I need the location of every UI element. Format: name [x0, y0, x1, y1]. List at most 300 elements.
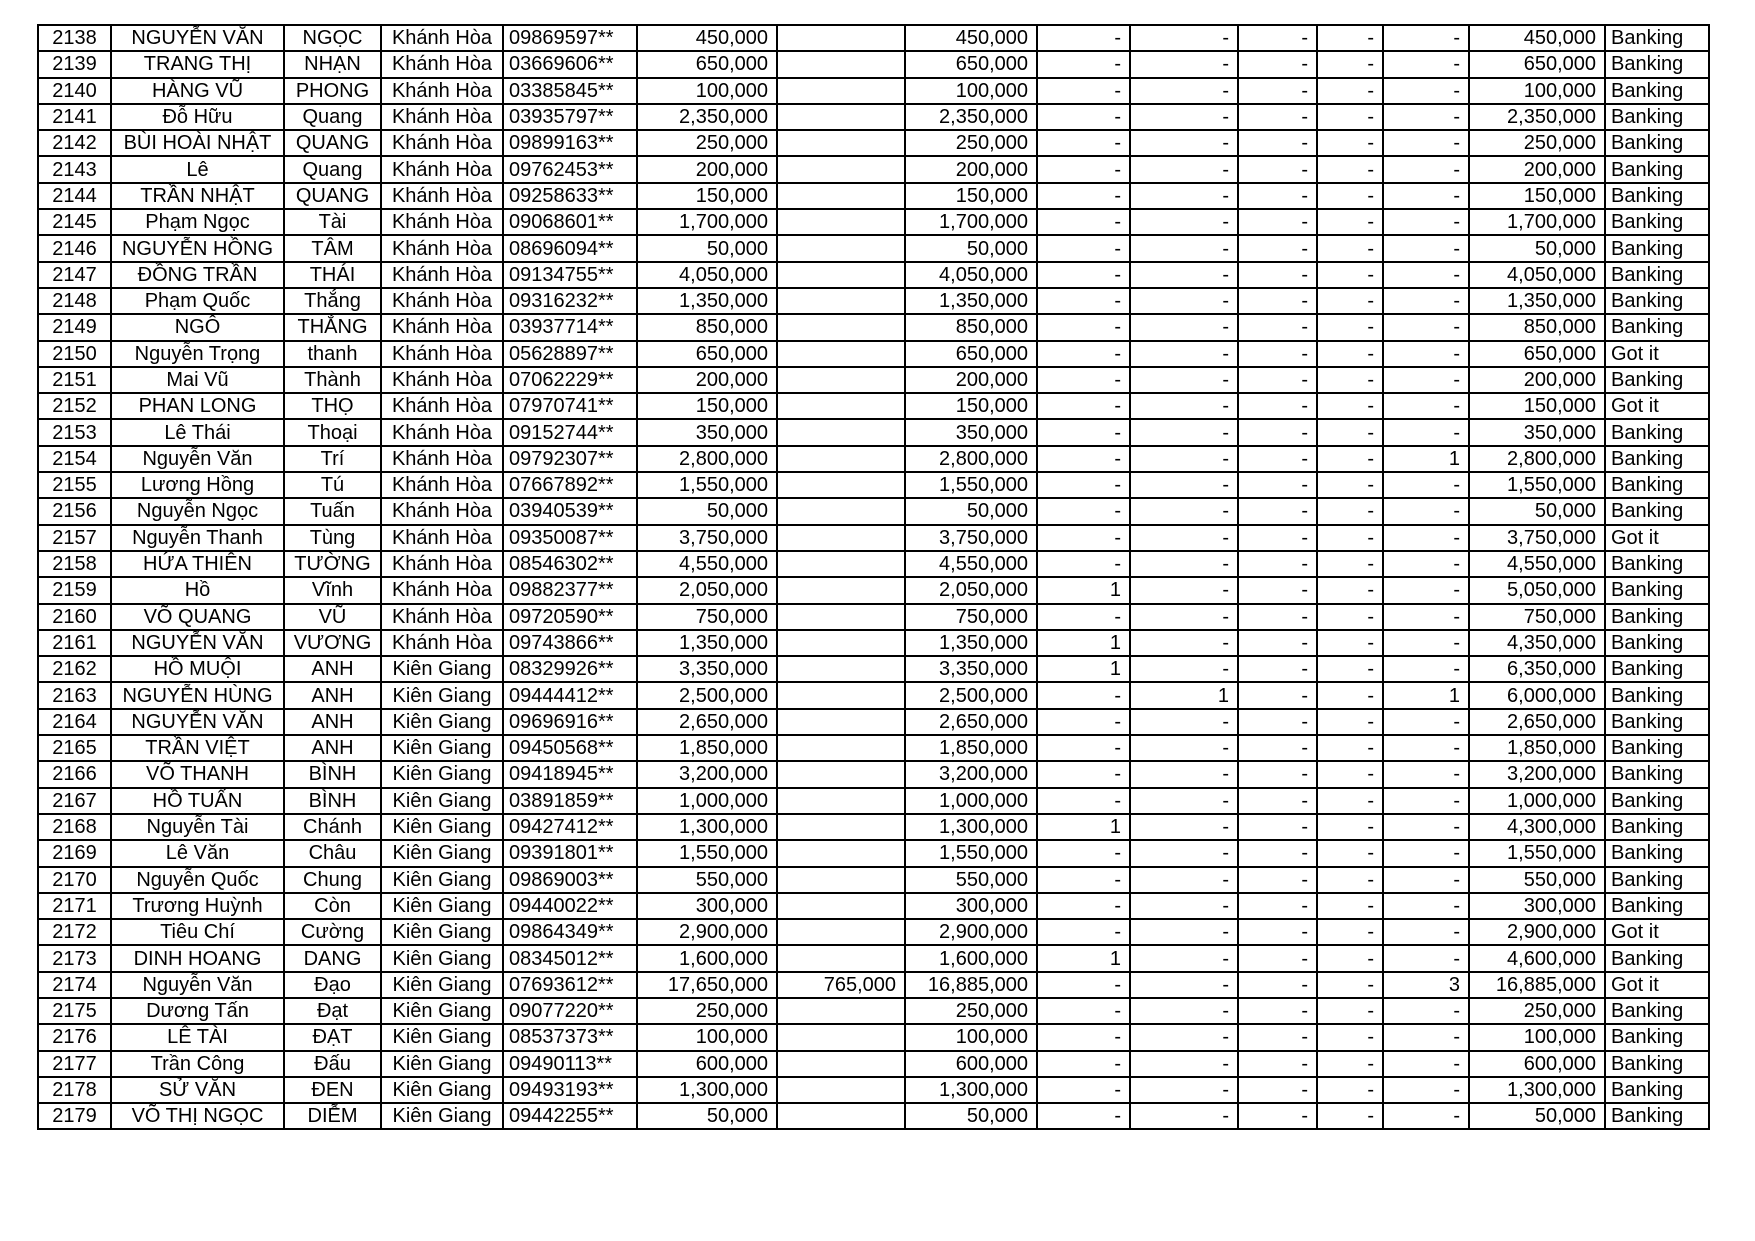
count-4-cell: - — [1317, 130, 1383, 156]
payment-method-cell: Banking — [1605, 709, 1709, 735]
phone-cell: 08546302** — [503, 551, 637, 577]
phone-cell: 09350087** — [503, 525, 637, 551]
payment-method-cell: Banking — [1605, 156, 1709, 182]
province-cell: Kiên Giang — [381, 867, 503, 893]
deduction-cell — [777, 25, 905, 51]
phone-cell: 09869003** — [503, 867, 637, 893]
count-5-cell: - — [1383, 1077, 1469, 1103]
table-row — [38, 604, 1709, 630]
table-row — [38, 78, 1709, 104]
payment-method-cell: Banking — [1605, 577, 1709, 603]
net-amount-cell: 1,550,000 — [905, 840, 1037, 866]
deduction-cell — [777, 1024, 905, 1050]
net-amount-cell: 600,000 — [905, 1051, 1037, 1077]
count-1-cell: - — [1037, 682, 1130, 708]
table-row — [38, 1103, 1709, 1129]
count-4-cell: - — [1317, 156, 1383, 182]
row-number-cell: 2157 — [38, 525, 111, 551]
count-1-cell: - — [1037, 130, 1130, 156]
deduction-cell — [777, 419, 905, 445]
province-cell: Khánh Hòa — [381, 104, 503, 130]
total-cell: 450,000 — [1469, 25, 1605, 51]
phone-cell: 09493193** — [503, 1077, 637, 1103]
count-3-cell: - — [1238, 78, 1317, 104]
count-5-cell: - — [1383, 419, 1469, 445]
net-amount-cell: 16,885,000 — [905, 972, 1037, 998]
amount-cell: 4,050,000 — [637, 262, 777, 288]
payment-method-cell: Got it — [1605, 341, 1709, 367]
count-1-cell: - — [1037, 314, 1130, 340]
total-cell: 50,000 — [1469, 235, 1605, 261]
count-3-cell: - — [1238, 1024, 1317, 1050]
count-2-cell: - — [1130, 551, 1238, 577]
net-amount-cell: 2,350,000 — [905, 104, 1037, 130]
net-amount-cell: 650,000 — [905, 51, 1037, 77]
province-cell: Kiên Giang — [381, 1024, 503, 1050]
total-cell: 4,350,000 — [1469, 630, 1605, 656]
deduction-cell — [777, 341, 905, 367]
given-name-cell: Vĩnh — [284, 577, 381, 603]
row-number-cell: 2154 — [38, 446, 111, 472]
phone-cell: 09743866** — [503, 630, 637, 656]
total-cell: 100,000 — [1469, 1024, 1605, 1050]
count-4-cell: - — [1317, 341, 1383, 367]
row-number-cell: 2146 — [38, 235, 111, 261]
count-3-cell: - — [1238, 314, 1317, 340]
row-number-cell: 2155 — [38, 472, 111, 498]
amount-cell: 2,650,000 — [637, 709, 777, 735]
amount-cell: 3,200,000 — [637, 761, 777, 787]
province-cell: Khánh Hòa — [381, 51, 503, 77]
count-2-cell: - — [1130, 709, 1238, 735]
count-4-cell: - — [1317, 577, 1383, 603]
given-name-cell: THỌ — [284, 393, 381, 419]
surname-cell: Dương Tấn — [111, 998, 284, 1024]
surname-cell: TRẦN VIỆT — [111, 735, 284, 761]
count-2-cell: - — [1130, 25, 1238, 51]
count-4-cell: - — [1317, 1103, 1383, 1129]
phone-cell: 03937714** — [503, 314, 637, 340]
total-cell: 650,000 — [1469, 341, 1605, 367]
total-cell: 1,350,000 — [1469, 288, 1605, 314]
phone-cell: 07667892** — [503, 472, 637, 498]
total-cell: 100,000 — [1469, 78, 1605, 104]
deduction-cell — [777, 156, 905, 182]
count-1-cell: 1 — [1037, 656, 1130, 682]
phone-cell: 05628897** — [503, 341, 637, 367]
given-name-cell: ANH — [284, 709, 381, 735]
count-2-cell: - — [1130, 472, 1238, 498]
payment-method-cell: Banking — [1605, 735, 1709, 761]
phone-cell: 08696094** — [503, 235, 637, 261]
count-3-cell: - — [1238, 183, 1317, 209]
deduction-cell — [777, 630, 905, 656]
payment-method-cell: Banking — [1605, 1077, 1709, 1103]
count-5-cell: - — [1383, 525, 1469, 551]
deduction-cell — [777, 78, 905, 104]
deduction-cell — [777, 472, 905, 498]
net-amount-cell: 550,000 — [905, 867, 1037, 893]
table-row — [38, 1077, 1709, 1103]
payment-method-cell: Banking — [1605, 419, 1709, 445]
surname-cell: NGUYỄN VĂN — [111, 630, 284, 656]
total-cell: 3,200,000 — [1469, 761, 1605, 787]
net-amount-cell: 1,850,000 — [905, 735, 1037, 761]
phone-cell: 03940539** — [503, 498, 637, 524]
count-5-cell: - — [1383, 867, 1469, 893]
count-3-cell: - — [1238, 262, 1317, 288]
deduction-cell — [777, 788, 905, 814]
count-4-cell: - — [1317, 840, 1383, 866]
phone-cell: 09391801** — [503, 840, 637, 866]
net-amount-cell: 1,300,000 — [905, 1077, 1037, 1103]
table-row — [38, 577, 1709, 603]
count-2-cell: - — [1130, 630, 1238, 656]
total-cell: 150,000 — [1469, 393, 1605, 419]
count-1-cell: - — [1037, 78, 1130, 104]
count-3-cell: - — [1238, 288, 1317, 314]
row-number-cell: 2171 — [38, 893, 111, 919]
net-amount-cell: 3,750,000 — [905, 525, 1037, 551]
table-row — [38, 867, 1709, 893]
net-amount-cell: 4,050,000 — [905, 262, 1037, 288]
given-name-cell: NGỌC — [284, 25, 381, 51]
amount-cell: 3,750,000 — [637, 525, 777, 551]
phone-cell: 09068601** — [503, 209, 637, 235]
phone-cell: 09696916** — [503, 709, 637, 735]
given-name-cell: Quang — [284, 156, 381, 182]
count-1-cell: - — [1037, 867, 1130, 893]
count-1-cell: - — [1037, 1024, 1130, 1050]
row-number-cell: 2174 — [38, 972, 111, 998]
count-3-cell: - — [1238, 25, 1317, 51]
total-cell: 50,000 — [1469, 1103, 1605, 1129]
province-cell: Khánh Hòa — [381, 314, 503, 340]
row-number-cell: 2149 — [38, 314, 111, 340]
net-amount-cell: 300,000 — [905, 893, 1037, 919]
amount-cell: 50,000 — [637, 498, 777, 524]
total-cell: 2,650,000 — [1469, 709, 1605, 735]
net-amount-cell: 2,900,000 — [905, 919, 1037, 945]
count-2-cell: - — [1130, 341, 1238, 367]
payment-method-cell: Banking — [1605, 288, 1709, 314]
count-4-cell: - — [1317, 446, 1383, 472]
amount-cell: 100,000 — [637, 78, 777, 104]
count-3-cell: - — [1238, 867, 1317, 893]
deduction-cell — [777, 682, 905, 708]
table-row — [38, 735, 1709, 761]
count-1-cell: - — [1037, 525, 1130, 551]
phone-cell: 09316232** — [503, 288, 637, 314]
count-4-cell: - — [1317, 25, 1383, 51]
given-name-cell: Đấu — [284, 1051, 381, 1077]
count-4-cell: - — [1317, 78, 1383, 104]
amount-cell: 1,350,000 — [637, 288, 777, 314]
surname-cell: VÕ THANH — [111, 761, 284, 787]
total-cell: 1,000,000 — [1469, 788, 1605, 814]
table-row — [38, 393, 1709, 419]
row-number-cell: 2166 — [38, 761, 111, 787]
surname-cell: Nguyễn Ngọc — [111, 498, 284, 524]
deduction-cell — [777, 998, 905, 1024]
province-cell: Khánh Hòa — [381, 130, 503, 156]
phone-cell: 09869597** — [503, 25, 637, 51]
deduction-cell — [777, 761, 905, 787]
payment-method-cell: Banking — [1605, 104, 1709, 130]
payment-method-cell: Banking — [1605, 446, 1709, 472]
count-1-cell: 1 — [1037, 945, 1130, 971]
count-3-cell: - — [1238, 840, 1317, 866]
count-2-cell: - — [1130, 498, 1238, 524]
net-amount-cell: 450,000 — [905, 25, 1037, 51]
given-name-cell: Tùng — [284, 525, 381, 551]
total-cell: 50,000 — [1469, 498, 1605, 524]
count-4-cell: - — [1317, 998, 1383, 1024]
surname-cell: DINH HOANG — [111, 945, 284, 971]
count-2-cell: - — [1130, 788, 1238, 814]
count-5-cell: - — [1383, 341, 1469, 367]
count-2-cell: - — [1130, 867, 1238, 893]
net-amount-cell: 200,000 — [905, 367, 1037, 393]
count-3-cell: - — [1238, 972, 1317, 998]
province-cell: Kiên Giang — [381, 972, 503, 998]
count-2-cell: - — [1130, 840, 1238, 866]
row-number-cell: 2165 — [38, 735, 111, 761]
row-number-cell: 2176 — [38, 1024, 111, 1050]
count-4-cell: - — [1317, 814, 1383, 840]
table-row — [38, 682, 1709, 708]
province-cell: Kiên Giang — [381, 682, 503, 708]
province-cell: Kiên Giang — [381, 814, 503, 840]
deduction-cell — [777, 525, 905, 551]
surname-cell: NGÔ — [111, 314, 284, 340]
province-cell: Khánh Hòa — [381, 262, 503, 288]
amount-cell: 350,000 — [637, 419, 777, 445]
payment-method-cell: Banking — [1605, 998, 1709, 1024]
given-name-cell: DANG — [284, 945, 381, 971]
deduction-cell — [777, 735, 905, 761]
payment-method-cell: Banking — [1605, 314, 1709, 340]
deduction-cell: 765,000 — [777, 972, 905, 998]
table-row — [38, 25, 1709, 51]
count-1-cell: - — [1037, 288, 1130, 314]
count-1-cell: - — [1037, 393, 1130, 419]
payment-method-cell: Banking — [1605, 235, 1709, 261]
province-cell: Khánh Hòa — [381, 341, 503, 367]
row-number-cell: 2167 — [38, 788, 111, 814]
amount-cell: 850,000 — [637, 314, 777, 340]
count-3-cell: - — [1238, 156, 1317, 182]
net-amount-cell: 50,000 — [905, 235, 1037, 261]
count-2-cell: - — [1130, 525, 1238, 551]
count-3-cell: - — [1238, 656, 1317, 682]
count-5-cell: - — [1383, 1051, 1469, 1077]
province-cell: Kiên Giang — [381, 998, 503, 1024]
surname-cell: Lê Thái — [111, 419, 284, 445]
table-row — [38, 498, 1709, 524]
phone-cell: 09444412** — [503, 682, 637, 708]
count-1-cell: - — [1037, 472, 1130, 498]
surname-cell: TRANG THỊ — [111, 51, 284, 77]
count-2-cell: - — [1130, 130, 1238, 156]
row-number-cell: 2179 — [38, 1103, 111, 1129]
net-amount-cell: 2,650,000 — [905, 709, 1037, 735]
amount-cell: 1,550,000 — [637, 472, 777, 498]
row-number-cell: 2164 — [38, 709, 111, 735]
net-amount-cell: 50,000 — [905, 1103, 1037, 1129]
surname-cell: Nguyễn Văn — [111, 446, 284, 472]
count-5-cell: - — [1383, 367, 1469, 393]
surname-cell: VÕ THỊ NGỌC — [111, 1103, 284, 1129]
count-2-cell: - — [1130, 288, 1238, 314]
count-5-cell: - — [1383, 761, 1469, 787]
total-cell: 4,550,000 — [1469, 551, 1605, 577]
total-cell: 5,050,000 — [1469, 577, 1605, 603]
count-3-cell: - — [1238, 814, 1317, 840]
count-3-cell: - — [1238, 51, 1317, 77]
count-4-cell: - — [1317, 472, 1383, 498]
total-cell: 1,700,000 — [1469, 209, 1605, 235]
amount-cell: 200,000 — [637, 156, 777, 182]
count-1-cell: - — [1037, 419, 1130, 445]
payment-method-cell: Banking — [1605, 209, 1709, 235]
payment-method-cell: Banking — [1605, 472, 1709, 498]
row-number-cell: 2160 — [38, 604, 111, 630]
given-name-cell: Thành — [284, 367, 381, 393]
net-amount-cell: 50,000 — [905, 498, 1037, 524]
count-5-cell: - — [1383, 919, 1469, 945]
province-cell: Khánh Hòa — [381, 604, 503, 630]
row-number-cell: 2172 — [38, 919, 111, 945]
count-1-cell: - — [1037, 104, 1130, 130]
surname-cell: Phạm Quốc — [111, 288, 284, 314]
total-cell: 2,900,000 — [1469, 919, 1605, 945]
table-row — [38, 235, 1709, 261]
phone-cell: 07693612** — [503, 972, 637, 998]
net-amount-cell: 3,350,000 — [905, 656, 1037, 682]
count-5-cell: - — [1383, 130, 1469, 156]
count-1-cell: - — [1037, 367, 1130, 393]
province-cell: Kiên Giang — [381, 945, 503, 971]
count-4-cell: - — [1317, 314, 1383, 340]
table-row — [38, 446, 1709, 472]
count-4-cell: - — [1317, 525, 1383, 551]
amount-cell: 1,350,000 — [637, 630, 777, 656]
count-3-cell: - — [1238, 419, 1317, 445]
province-cell: Kiên Giang — [381, 840, 503, 866]
province-cell: Kiên Giang — [381, 656, 503, 682]
count-4-cell: - — [1317, 288, 1383, 314]
province-cell: Kiên Giang — [381, 788, 503, 814]
count-1-cell: 1 — [1037, 814, 1130, 840]
count-2-cell: - — [1130, 78, 1238, 104]
payment-method-cell: Banking — [1605, 498, 1709, 524]
count-5-cell: 1 — [1383, 446, 1469, 472]
surname-cell: HỒ MUỘI — [111, 656, 284, 682]
deduction-cell — [777, 604, 905, 630]
surname-cell: Lê — [111, 156, 284, 182]
amount-cell: 150,000 — [637, 183, 777, 209]
surname-cell: NGUYỄN VĂN — [111, 25, 284, 51]
phone-cell: 09864349** — [503, 919, 637, 945]
row-number-cell: 2178 — [38, 1077, 111, 1103]
total-cell: 600,000 — [1469, 1051, 1605, 1077]
count-3-cell: - — [1238, 761, 1317, 787]
given-name-cell: ANH — [284, 682, 381, 708]
payment-method-cell: Banking — [1605, 893, 1709, 919]
deduction-cell — [777, 919, 905, 945]
deduction-cell — [777, 288, 905, 314]
province-cell: Khánh Hòa — [381, 156, 503, 182]
table-row — [38, 51, 1709, 77]
province-cell: Khánh Hòa — [381, 551, 503, 577]
amount-cell: 600,000 — [637, 1051, 777, 1077]
count-4-cell: - — [1317, 735, 1383, 761]
count-5-cell: - — [1383, 577, 1469, 603]
deduction-cell — [777, 262, 905, 288]
total-cell: 2,350,000 — [1469, 104, 1605, 130]
count-2-cell: - — [1130, 51, 1238, 77]
given-name-cell: Chung — [284, 867, 381, 893]
net-amount-cell: 1,350,000 — [905, 288, 1037, 314]
count-3-cell: - — [1238, 735, 1317, 761]
count-2-cell: - — [1130, 577, 1238, 603]
count-5-cell: - — [1383, 393, 1469, 419]
count-5-cell: - — [1383, 840, 1469, 866]
count-3-cell: - — [1238, 472, 1317, 498]
count-2-cell: - — [1130, 656, 1238, 682]
count-1-cell: - — [1037, 1103, 1130, 1129]
count-4-cell: - — [1317, 656, 1383, 682]
province-cell: Kiên Giang — [381, 893, 503, 919]
given-name-cell: THÁI — [284, 262, 381, 288]
phone-cell: 03891859** — [503, 788, 637, 814]
deduction-cell — [777, 656, 905, 682]
count-5-cell: - — [1383, 51, 1469, 77]
phone-cell: 09440022** — [503, 893, 637, 919]
net-amount-cell: 2,500,000 — [905, 682, 1037, 708]
net-amount-cell: 350,000 — [905, 419, 1037, 445]
count-4-cell: - — [1317, 919, 1383, 945]
phone-cell: 09134755** — [503, 262, 637, 288]
given-name-cell: Đạt — [284, 998, 381, 1024]
surname-cell: Mai Vũ — [111, 367, 284, 393]
table-row — [38, 709, 1709, 735]
table-row — [38, 814, 1709, 840]
total-cell: 250,000 — [1469, 998, 1605, 1024]
deduction-cell — [777, 1077, 905, 1103]
total-cell: 4,300,000 — [1469, 814, 1605, 840]
count-3-cell: - — [1238, 104, 1317, 130]
deduction-cell — [777, 945, 905, 971]
amount-cell: 17,650,000 — [637, 972, 777, 998]
count-5-cell: - — [1383, 314, 1469, 340]
row-number-cell: 2162 — [38, 656, 111, 682]
surname-cell: VÕ QUANG — [111, 604, 284, 630]
total-cell: 200,000 — [1469, 367, 1605, 393]
phone-cell: 09899163** — [503, 130, 637, 156]
deduction-cell — [777, 709, 905, 735]
deduction-cell — [777, 814, 905, 840]
payment-method-cell: Banking — [1605, 761, 1709, 787]
count-1-cell: - — [1037, 893, 1130, 919]
surname-cell: Nguyễn Thanh — [111, 525, 284, 551]
net-amount-cell: 150,000 — [905, 183, 1037, 209]
count-4-cell: - — [1317, 104, 1383, 130]
count-2-cell: - — [1130, 1051, 1238, 1077]
count-1-cell: - — [1037, 919, 1130, 945]
table-row — [38, 998, 1709, 1024]
